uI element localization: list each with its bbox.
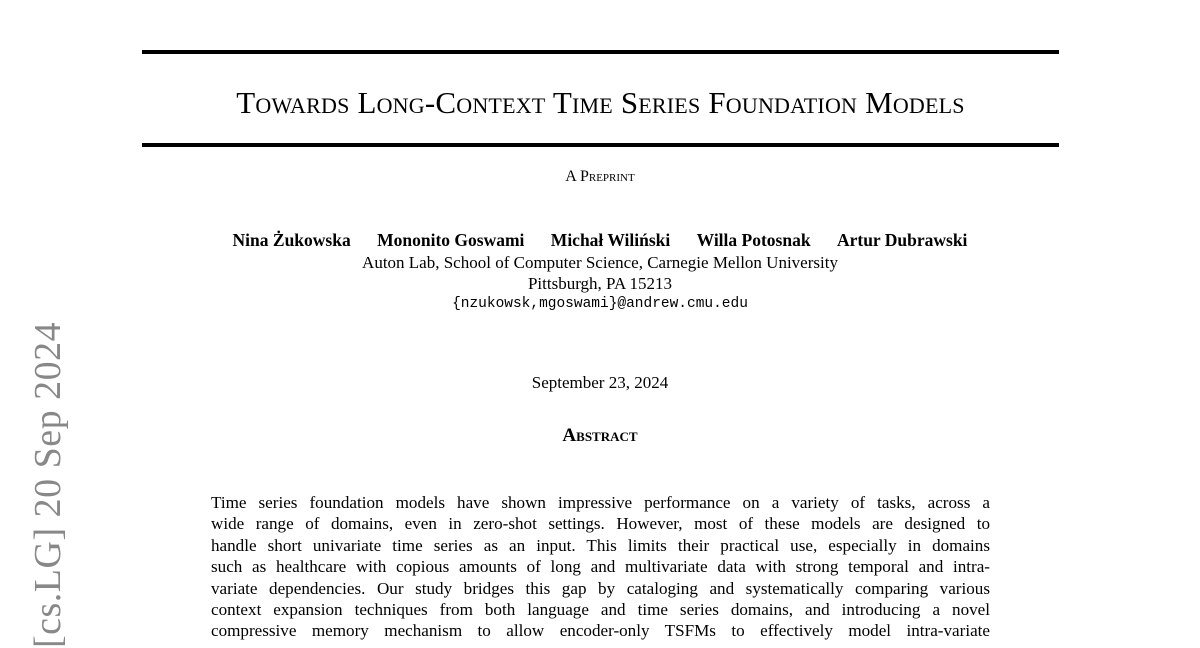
abstract-line: compressive memory mechanism to allow encoder-only TSFMs to effectively model intra-variate <box>211 621 990 641</box>
abstract-line: such as healthcare with copious amounts of long and multivariate data with strong temporal and intra- <box>211 557 990 577</box>
abstract-heading: Abstract <box>562 425 638 446</box>
title-top-rule <box>142 50 1059 54</box>
author-name: Willa Potosnak <box>696 230 811 250</box>
author-name: Artur Dubrawski <box>836 230 968 250</box>
title-bottom-rule <box>142 143 1059 147</box>
paper-date: September 23, 2024 <box>531 373 669 392</box>
arxiv-stamp: [cs.LG] 20 Sep 2024 <box>27 321 69 648</box>
affiliation: Auton Lab, School of Computer Science, Carnegie Mellon University <box>362 253 838 272</box>
abstract-line: variate dependencies. Our study bridges this gap by cataloging and systematically comparing various <box>211 578 990 598</box>
preprint-label: A Preprint <box>565 168 635 185</box>
abstract-line: handle short univariate time series as an input. This limits their practical use, especially in domains <box>211 535 990 555</box>
abstract-text <box>211 492 990 642</box>
address: Pittsburgh, PA 15213 <box>527 274 673 293</box>
author-list <box>0 230 1200 251</box>
abstract-line: context expansion techniques from both language and time series domains, and introducing a novel <box>211 599 990 619</box>
abstract-line: wide range of domains, even in zero-shot settings. However, most of these models are designed to <box>211 514 990 534</box>
contact-email: {nzukowsk,mgoswami}@andrew.cmu.edu <box>452 296 748 312</box>
abstract-line: Time series foundation models have shown impressive performance on a variety of tasks, across a <box>211 493 990 512</box>
paper-title: Towards Long-Context Time Series Foundation Models <box>236 85 965 120</box>
author-name: Michał Wiliński <box>550 230 671 250</box>
author-name: Nina Żukowska <box>232 230 351 250</box>
author-name: Mononito Goswami <box>377 230 525 250</box>
